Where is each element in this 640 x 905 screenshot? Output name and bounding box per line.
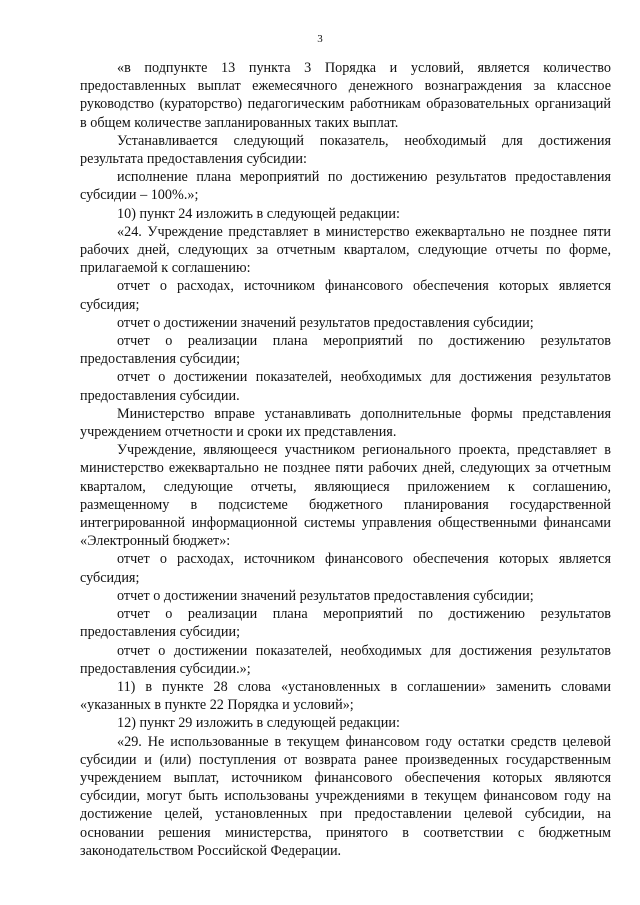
document-body	[80, 59, 611, 860]
page-number: 3	[317, 33, 323, 45]
paragraph: Учреждение, являющееся участником регионального проекта, представляет в министерство ежеквартально не позднее пяти рабочих дней, следующих за отчетным кварталом, следующие отчеты, являющиеся приложением к соглашению, размещенному в подсистеме бюджетного планирования государственной интегрированной информационной системы управления общественными финансами «Электронный бюджет»:	[80, 442, 611, 550]
paragraph: исполнение плана мероприятий по достижению результатов предоставления субсидии – 100%.»;	[80, 169, 611, 204]
paragraph: «в подпункте 13 пункта 3 Порядка и условий, является количество предоставленных выплат ежемесячного денежного вознаграждения за классное руководство (кураторство) педагогическим работникам образовательных организаций в общем количестве запланированных таких выплат.	[80, 60, 611, 131]
paragraph: отчет о достижении показателей, необходимых для достижения результатов предоставления субсидии.	[80, 369, 611, 404]
paragraph: 12) пункт 29 изложить в следующей редакции:	[117, 715, 400, 732]
paragraph: «24. Учреждение представляет в министерство ежеквартально не позднее пяти рабочих дней, следующих за отчетным кварталом, следующие отчеты по форме, прилагаемой к соглашению:	[80, 223, 611, 277]
paragraph: отчет о расходах, источником финансового обеспечения которых является субсидия;	[80, 551, 611, 586]
paragraph: Устанавливается следующий показатель, необходимый для достижения результата предоставления субсидии:	[80, 132, 611, 168]
paragraph: «29. Не использованные в текущем финансовом году остатки средств целевой субсидии и (или) поступления от возврата ранее произведенных государственным учреждением выплат, источником финансового обеспечения которых являются субсидии, могут быть использованы учреждениями в текущем финансовом году на достижение целей, установленных при предоставлении целевой субсидии, на основании решения министерства, принятого в соответствии с бюджетным законодательством Российской Федерации.	[80, 733, 611, 859]
paragraph: отчет о реализации плана мероприятий по достижению результатов предоставления субсидии;	[80, 333, 611, 368]
paragraph: 10) пункт 24 изложить в следующей редакции:	[117, 205, 400, 222]
paragraph: отчет о достижении показателей, необходимых для достижения результатов предоставления субсидии.»;	[80, 642, 611, 677]
paragraph: Министерство вправе устанавливать дополнительные формы представления учреждением отчетности и сроки их представления.	[80, 405, 611, 441]
paragraph: отчет о достижении значений результатов предоставления субсидии;	[117, 587, 534, 604]
paragraph: отчет о достижении значений результатов предоставления субсидии;	[117, 314, 534, 331]
paragraph: отчет о реализации плана мероприятий по достижению результатов предоставления субсидии;	[80, 606, 611, 641]
paragraph: 11) в пункте 28 слова «установленных в соглашении» заменить словами «указанных в пункте 22 Порядка и условий»;	[80, 678, 611, 714]
paragraph: отчет о расходах, источником финансового обеспечения которых является субсидия;	[80, 278, 611, 313]
